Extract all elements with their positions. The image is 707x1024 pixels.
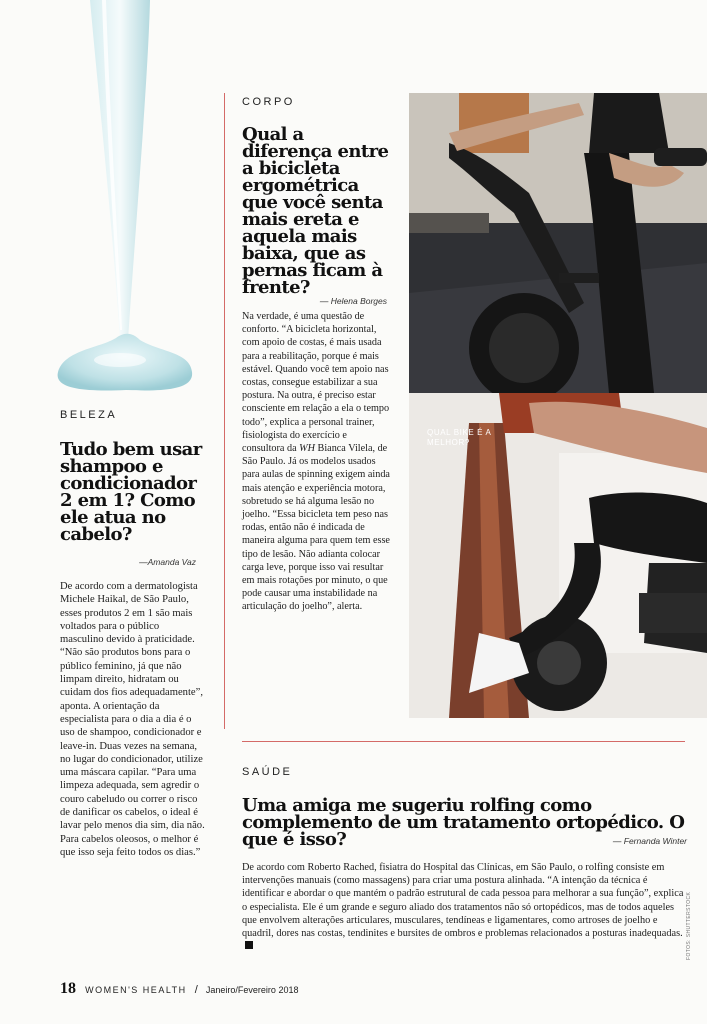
page-number: 18 — [60, 980, 76, 997]
photo-upright-bike — [409, 93, 707, 393]
section-label-corpo: CORPO — [242, 96, 295, 108]
beleza-title: Tudo bem usar shampoo e condicionador 2 em 1? Como ele atua no cabelo? — [60, 439, 202, 545]
saude-body-text: De acordo com Roberto Rached, fisiatra do Hospital das Clínicas, em São Paulo, o rolfing consiste em intervenções manuais (como massagens) para criar uma postura alinhada. “A intenção da técnica é identificar e abordar o que mantém o padrão estrutural de cada pessoa para melhorar a sua função”, explica o especialista. Ele é um grande e seguro aliado dos tratamentos não só ortopédicos, mas de todos aqueles que envolvem alterações articulares, musculares, tendíneas e ligamentares, como artroses de joelho e quadril, dores nas costas, tendinites e bursites de ombros e problemas relacionados a posturas inadequadas. — [242, 862, 684, 940]
magazine-name: WOMEN'S HEALTH — [85, 985, 187, 995]
issue-date: Janeiro/Fevereiro 2018 — [205, 985, 299, 995]
photo-caption: QUAL BIKE É A MELHOR? — [427, 428, 491, 447]
corpo-body-part1: Na verdade, é uma questão de conforto. “A bicicleta horizontal, com apoio de costas, é mais usada para a reabilitação, porque é mais estável. Quando você tem apoio nas costas, consegue estabilizar a sua postura. Na outra, é preciso estar consciente em relação a ela o tempo todo”, explica a personal trainer, fisiologista do exercício e consultora da — [242, 311, 390, 455]
corpo-body — [242, 310, 390, 614]
section-divider — [242, 741, 685, 742]
photo-credit: FOTOS: SHUTTERSTOCK — [686, 891, 692, 960]
page-footer — [60, 978, 298, 998]
photo-credit-wrapper — [686, 870, 696, 960]
footer-separator: / — [194, 984, 198, 996]
photo-recumbent-bike — [409, 393, 707, 718]
beleza-body: De acordo com a dermatologista Michele Haikal, de São Paulo, esses produtos 2 em 1 são mais voltados para o público masculino devido à praticidade. “Não são produtos bons para o público feminino, já que não limpam direito, hidratam ou cuidam dos fios adequadamente”, aponta. A orientação da especialista para o dia a dia é o uso de shampoo, condicionador e leave-in. Duas vezes na semana, no lugar do condicionador, utilize uma máscara capilar. “Para uma limpeza adequada, sem agredir o couro cabeludo ou correr o risco de danificar os cabelos, o ideal é lavar pelo menos dia sim, dia não. Para cabelos oleosos, o melhor é que isso seja feito todos os dias.” — [60, 581, 205, 858]
end-mark — [245, 941, 253, 949]
corpo-body-part2: Bianca Vilela, de São Paulo. Já os modelos usados para aulas de spinning exigem ainda mais atenção e experiência motora, sobretudo se há alguma lesão no joelho. “Essa bicicleta tem peso nas rodas, então não é indicada de maneira alguma para quem tem esse tipo de lesão. Não adianta colocar carga leve, porque isso vai resultar em mais rotações por minuto, o que pode causar uma instabilidade na articulação do joelho”, alerta. — [242, 443, 390, 613]
section-label-saude: SAÚDE — [242, 766, 293, 778]
magazine-abbrev: WH — [299, 443, 315, 455]
corpo-byline: — Helena Borges — [319, 296, 387, 306]
gel-drip-illustration — [50, 0, 200, 395]
saude-body — [242, 861, 688, 953]
section-label-beleza: BELEZA — [60, 409, 118, 421]
beleza-byline: —Amanda Vaz — [139, 557, 196, 567]
corpo-title: Qual a diferença entre a bicicleta ergométrica que você senta mais ereta e aquela mais baixa, que as pernas ficam à frente? — [242, 124, 389, 298]
saude-byline: — Fernanda Winter — [612, 836, 687, 846]
column-divider — [224, 93, 225, 729]
saude-title: Uma amiga me sugeriu rolfing como complemento de um tratamento ortopédico. O que é isso? — [242, 795, 685, 850]
